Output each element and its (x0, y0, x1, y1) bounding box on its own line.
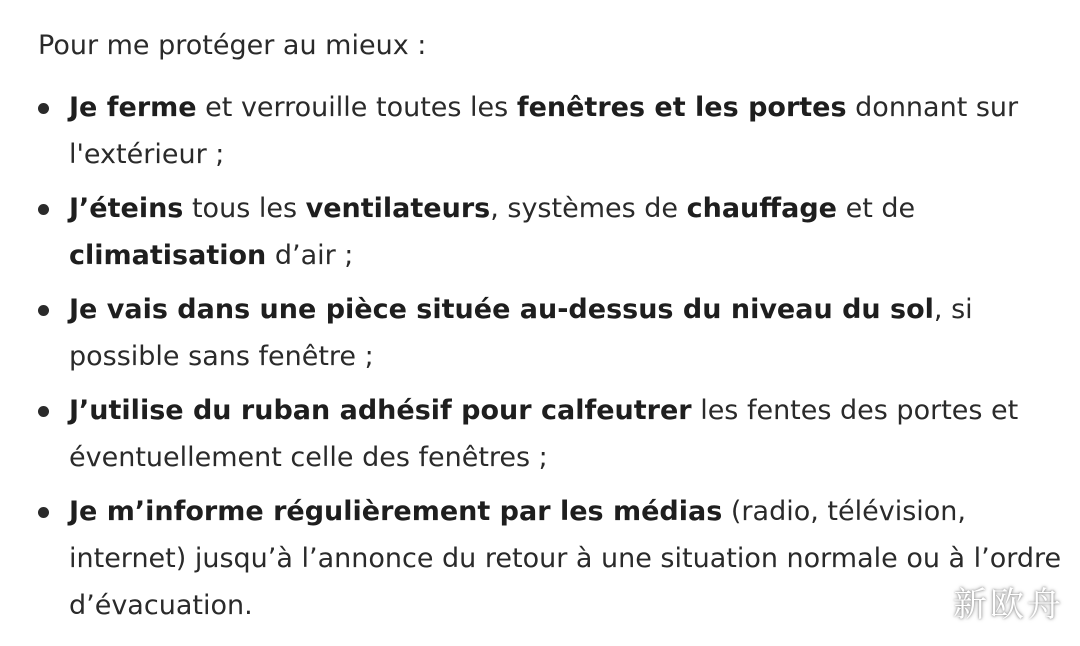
bold-text: J’utilise du ruban adhésif pour calfeutrer (69, 395, 692, 426)
text-segment: , systèmes de (490, 193, 687, 224)
instruction-list (0, 84, 1080, 636)
bullet-icon (38, 507, 49, 518)
list-item (0, 84, 1080, 178)
bold-text: chauffage (686, 193, 837, 224)
bold-text: J’éteins (69, 193, 184, 224)
text-segment: les fentes des portes et éventuellement celle des fenêtres ; (69, 395, 1019, 473)
text-segment: et de (837, 193, 916, 224)
text-segment: d’air ; (266, 240, 354, 271)
bold-text: Je ferme (69, 92, 197, 123)
text-segment: (radio, télévision, internet) jusqu’à l’annonce du retour à une situation normale ou à l’ordre d’évacuation. (69, 496, 1062, 621)
list-item (0, 488, 1080, 629)
bold-text: fenêtres et les portes (516, 92, 847, 123)
bullet-icon (38, 406, 49, 417)
text-segment: et verrouille toutes les (196, 92, 517, 123)
bullet-icon (38, 204, 49, 215)
bold-text: climatisation (69, 240, 267, 271)
bold-text: Je m’informe régulièrement par les médias (69, 496, 723, 527)
bullet-icon (38, 103, 49, 114)
watermark-logo: 新欧舟 (953, 585, 1064, 625)
list-item (0, 185, 1080, 279)
list-item (0, 286, 1080, 380)
text-segment: , si possible sans fenêtre ; (69, 294, 973, 372)
text-segment: tous les (183, 193, 306, 224)
bold-text: ventilateurs (305, 193, 491, 224)
intro-text: Pour me protéger au mieux : (38, 30, 427, 61)
text-segment: donnant sur l'extérieur ; (69, 92, 1019, 170)
list-item (0, 387, 1080, 481)
bullet-icon (38, 305, 49, 316)
bold-text: Je vais dans une pièce située au-dessus du niveau du sol (69, 294, 934, 325)
